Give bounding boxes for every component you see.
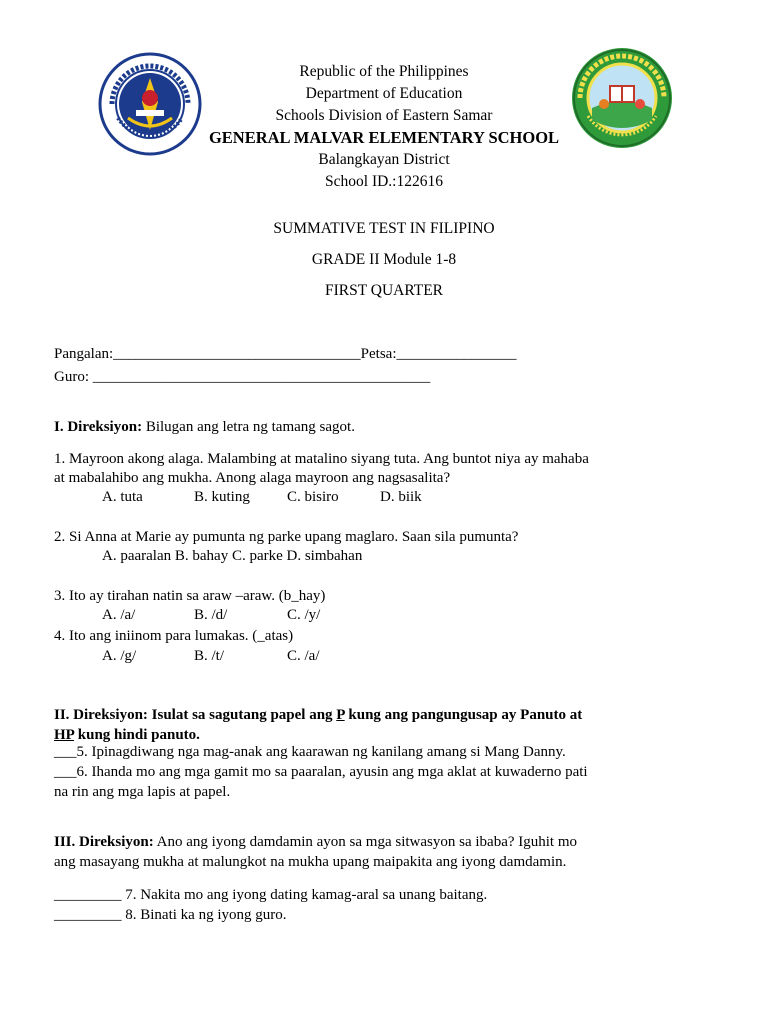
teacher-field [54, 368, 430, 387]
p-abbrev: P [336, 707, 345, 723]
part3-heading: III. Direksiyon: [54, 834, 154, 850]
q4-option-b: B. /t/ [194, 648, 225, 664]
q3-option-c: C. /y/ [287, 607, 321, 623]
test-title: SUMMATIVE TEST IN FILIPINO [273, 220, 495, 237]
department-line: Department of Education [305, 85, 463, 102]
part3-instruction-1: Ano ang iyong damdamin ayon sa mga sitwasyon sa ibaba? Iguhit mo [153, 834, 578, 850]
part3-direction [54, 833, 577, 852]
part1-instruction: Bilugan ang letra ng tamang sagot. [142, 419, 355, 435]
question-1-line2: at mabalahibo ang mukha. Anong alaga mayroon ang nagsasalita? [54, 470, 451, 486]
question-5: ___5. Ipinagdiwang nga mag-anak ang kaarawan ng kanilang amang si Mang Danny. [54, 744, 566, 760]
hp-abbrev: HP [54, 727, 75, 743]
q1-option-b: B. kuting [194, 489, 250, 505]
part2-heading-a: II. Direksiyon: Isulat sa sagutang papel ang [54, 707, 337, 723]
republic-line: Republic of the Philippines [299, 63, 469, 80]
division-line: Schools Division of Eastern Samar [275, 107, 493, 124]
q1-option-c: C. bisiro [287, 489, 339, 505]
name-field [54, 345, 517, 364]
question-6-line1: ___6. Ihanda mo ang mga gamit mo sa paaralan, ayusin ang mga aklat at kuwaderno pati [54, 764, 588, 780]
teacher-blank: _____________________________________________ [92, 369, 431, 385]
date-label: Petsa: [360, 346, 397, 362]
question-7: _________ 7. Nakita mo ang iyong dating kamag-aral sa unang baitang. [54, 887, 488, 903]
q4-option-a: A. /g/ [102, 648, 137, 664]
teacher-label: Guro: [54, 369, 93, 385]
question-4: 4. Ito ang iniinom para lumakas. (_atas) [54, 628, 294, 644]
test-grade: GRADE II Module 1-8 [311, 251, 457, 268]
school-name: GENERAL MALVAR ELEMENTARY SCHOOL [208, 128, 560, 147]
q1-option-d: D. biik [380, 489, 422, 505]
test-quarter: FIRST QUARTER [324, 282, 444, 299]
name-label: Pangalan: [54, 346, 114, 362]
date-blank: ________________ [396, 346, 517, 362]
q3-option-a: A. /a/ [102, 607, 136, 623]
q2-options: A. paaralan B. bahay C. parke D. simbahan [102, 548, 363, 564]
part3-instruction-2: ang masayang mukha at malungkot na mukha upang maipakita ang iyong damdamin. [54, 854, 567, 870]
question-1-line1: 1. Mayroon akong alaga. Malambing at matalino siyang tuta. Ang buntot niya ay mahaba [54, 451, 589, 467]
question-2: 2. Si Anna at Marie ay pumunta ng parke upang maglaro. Saan sila pumunta? [54, 529, 519, 545]
part2-heading-c: kung hindi panuto. [74, 727, 200, 743]
question-8: _________ 8. Binati ka ng iyong guro. [54, 907, 287, 923]
q4-option-c: C. /a/ [287, 648, 320, 664]
part1-direction [54, 418, 355, 437]
district-line: Balangkayan District [318, 151, 450, 168]
question-3: 3. Ito ay tirahan natin sa araw –araw. (b_hay) [54, 588, 326, 604]
part2-heading-b: kung ang pangungusap ay Panuto at [344, 707, 583, 723]
q1-option-a: A. tuta [102, 489, 143, 505]
question-6-line2: na rin ang mga lapis at papel. [54, 784, 231, 800]
q3-option-b: B. /d/ [194, 607, 228, 623]
name-blank: _________________________________ [113, 346, 361, 362]
school-id-line: School ID.:122616 [325, 173, 443, 190]
part2-direction [54, 705, 714, 745]
part1-heading: I. Direksiyon: [54, 419, 143, 435]
